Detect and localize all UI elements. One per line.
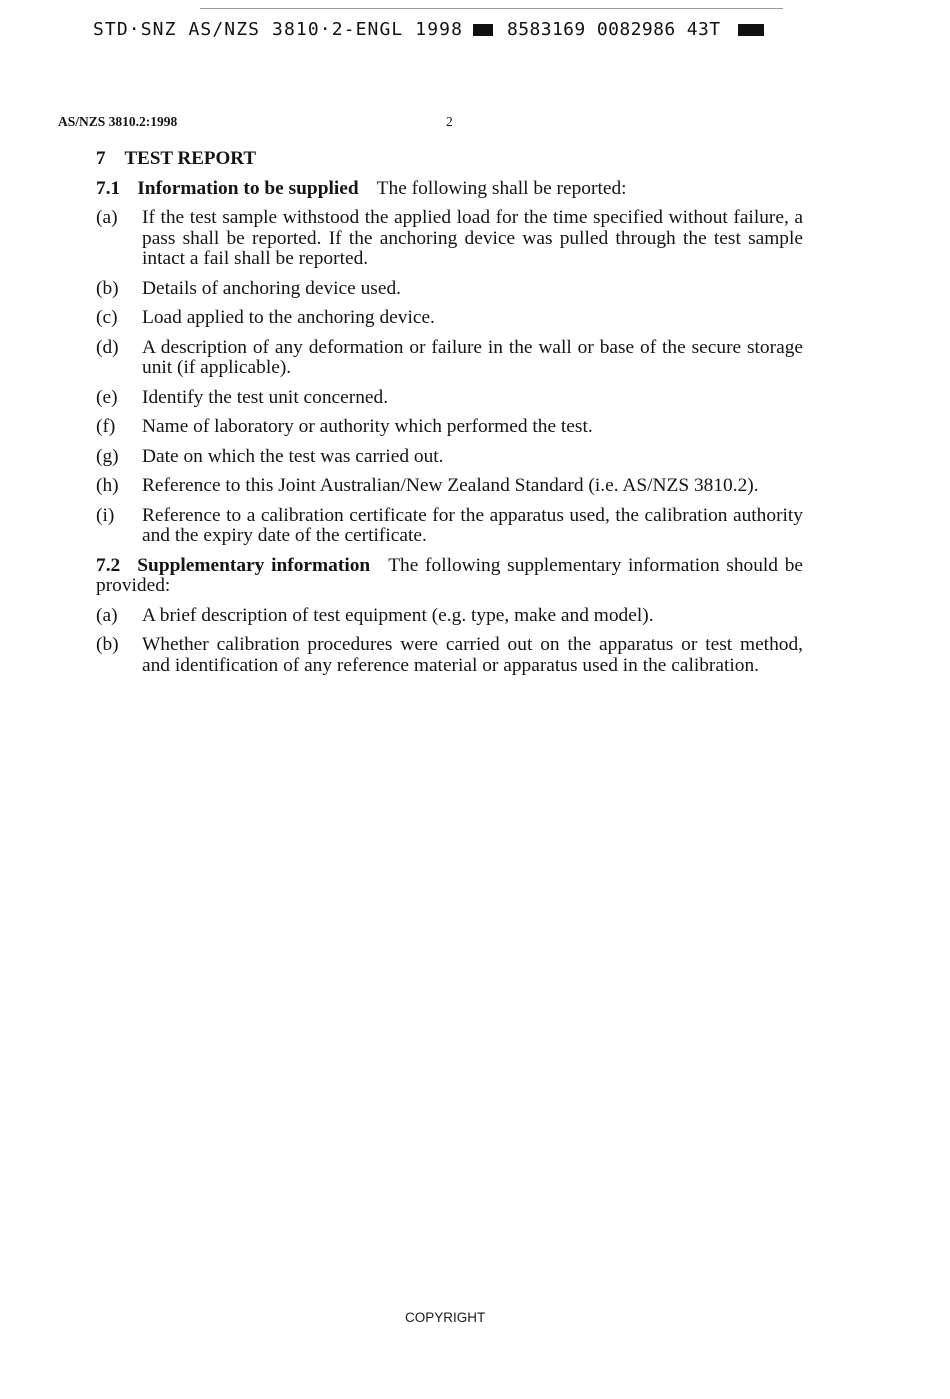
- list-item-label: (a): [96, 604, 118, 626]
- page-number: 2: [446, 114, 453, 129]
- list-item-text: [142, 417, 803, 438]
- subsection-heading: [96, 179, 803, 200]
- list-item-text: [142, 338, 803, 379]
- list-item-line: Whether calibration procedures were carried out on the apparatus or test method,: [142, 634, 803, 655]
- list-item: [96, 635, 803, 676]
- list-item-label: (f): [96, 416, 116, 437]
- list-item-text: [142, 208, 803, 270]
- section-heading: [96, 149, 803, 170]
- list-item: [96, 606, 803, 627]
- list-item: [96, 208, 803, 270]
- list-item-line: and identification of any reference material or apparatus used in the calibration.: [142, 654, 759, 676]
- list-item-text: [142, 635, 803, 676]
- list-item-line: intact a fail shall be reported.: [142, 248, 369, 269]
- list-item-text: [142, 308, 803, 329]
- list-item-label: (e): [96, 386, 118, 408]
- list-item-line: If the test sample withstood the applied load for the time specified without failure, a: [142, 207, 803, 228]
- list-item-label: (g): [96, 445, 119, 467]
- list-item-line: Reference to a calibration certificate for the apparatus used, the calibration authority: [142, 504, 803, 526]
- list-item: [96, 506, 803, 547]
- list-item: [96, 417, 803, 438]
- list-item: [96, 476, 803, 497]
- list-item: [96, 338, 803, 379]
- section-title: TEST REPORT: [124, 148, 256, 169]
- list-item-text: [142, 606, 803, 627]
- scan-header-code: STD·SNZ AS/NZS 3810·2-ENGL 1998: [93, 19, 464, 40]
- list-item-label: (a): [96, 207, 118, 228]
- list-item-line: Load applied to the anchoring device.: [142, 307, 435, 328]
- section-number: 7: [96, 148, 106, 169]
- list-item: [96, 279, 803, 300]
- list-item-line: A brief description of test equipment (e.g. type, make and model).: [142, 604, 654, 626]
- list-item-text: [142, 506, 803, 547]
- list-item-text: [142, 279, 803, 300]
- list-item-line: and the expiry date of the certificate.: [142, 525, 427, 546]
- list-item-line: Details of anchoring device used.: [142, 277, 401, 299]
- list-item-text: [142, 476, 803, 497]
- scan-header-serial: 8583169 0082986 43T: [507, 19, 721, 40]
- list-item-label: (c): [96, 307, 118, 328]
- list-item-line: A description of any deformation or failure in the wall or base of the secure storage: [142, 336, 803, 358]
- copyright-notice: COPYRIGHT: [405, 1310, 486, 1325]
- running-head-standard-id: AS/NZS 3810.2:1998: [58, 114, 178, 129]
- subsection-number: 7.1: [96, 177, 121, 199]
- scan-header-block-mark: [738, 24, 764, 36]
- list-item-text: [142, 388, 803, 409]
- list-item-label: (b): [96, 277, 119, 299]
- list-item-label: (i): [96, 504, 115, 526]
- list-item-line: Reference to this Joint Australian/New Zealand Standard (i.e. AS/NZS 3810.2).: [142, 475, 759, 496]
- scan-header-block-mark: [473, 24, 493, 36]
- list-item-line: Identify the test unit concerned.: [142, 386, 389, 408]
- subsection-number: 7.2: [96, 554, 121, 576]
- list-item: [96, 308, 803, 329]
- subsection-intro: The following shall be reported:: [376, 177, 627, 199]
- subsection-title: Information to be supplied: [137, 177, 359, 199]
- subsection-intro-continued: provided:: [96, 575, 171, 596]
- subsection-heading: [96, 556, 803, 597]
- list-item-line: pass shall be reported. If the anchoring device was pulled through the test sample: [142, 227, 803, 249]
- document-body: [96, 149, 803, 685]
- list-item-line: unit (if applicable).: [142, 357, 292, 378]
- subsection-title: Supplementary information: [137, 554, 371, 576]
- list-item: [96, 447, 803, 468]
- scan-edge-line: [200, 8, 783, 9]
- subsection-heading-line: [96, 556, 803, 577]
- list-item-text: [142, 447, 803, 468]
- list-item-line: Date on which the test was carried out.: [142, 445, 444, 467]
- subsection-intro: The following supplementary information should be: [388, 554, 803, 576]
- list-item-line: Name of laboratory or authority which performed the test.: [142, 416, 593, 437]
- list-item: [96, 388, 803, 409]
- list-item-label: (d): [96, 336, 119, 358]
- list-item-label: (h): [96, 475, 119, 496]
- list-item-label: (b): [96, 634, 119, 655]
